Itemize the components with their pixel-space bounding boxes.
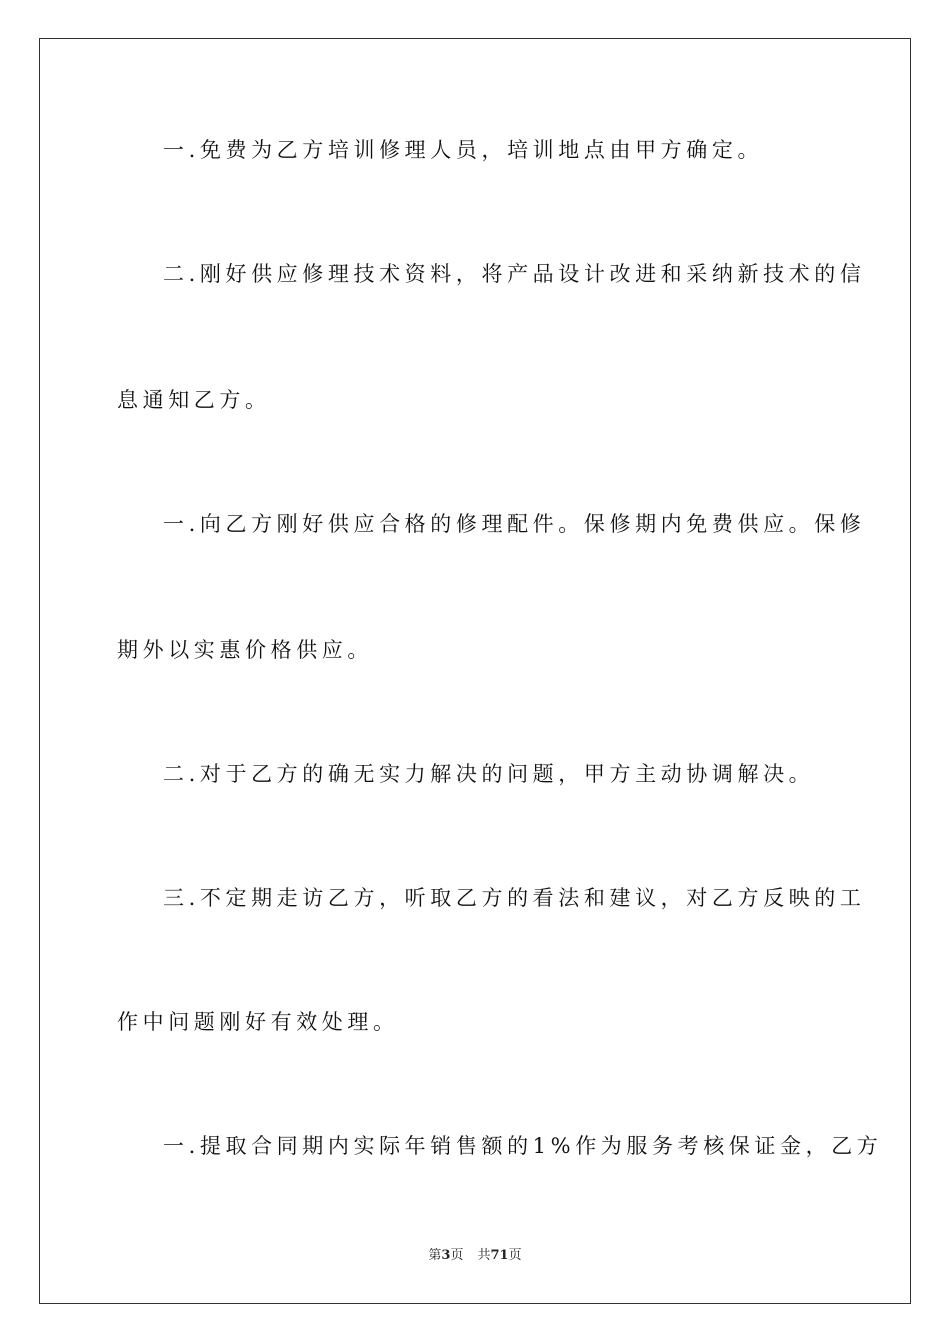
- paragraph-line: 一.免费为乙方培训修理人员，培训地点由甲方确定。: [163, 138, 764, 162]
- paragraph-line: 作中问题刚好有效处理。: [117, 1010, 399, 1034]
- page-footer: [0, 1249, 950, 1262]
- paragraph-line: 息通知乙方。: [117, 388, 271, 412]
- paragraph-line: 二.对于乙方的确无实力解决的问题，甲方主动协调解决。: [163, 762, 815, 786]
- paragraph-line: 三.不定期走访乙方，听取乙方的看法和建议，对乙方反映的工: [163, 886, 866, 910]
- total-suffix: 页: [508, 1248, 522, 1263]
- page-suffix: 页: [450, 1248, 464, 1263]
- total-prefix: 共: [477, 1248, 491, 1263]
- total-pages: 71: [490, 1248, 509, 1263]
- paragraph-line: 一.向乙方刚好供应合格的修理配件。保修期内免费供应。保修: [163, 512, 866, 536]
- paragraph-line: 期外以实惠价格供应。: [117, 638, 373, 662]
- page-number: 3: [441, 1248, 451, 1263]
- paragraph-line: 一.提取合同期内实际年销售额的1%作为服务考核保证金，乙方: [163, 1134, 883, 1158]
- paragraph-line: 二.刚好供应修理技术资料，将产品设计改进和采纳新技术的信: [163, 262, 866, 286]
- page-frame: [39, 38, 911, 1304]
- page-prefix: 第: [428, 1248, 442, 1263]
